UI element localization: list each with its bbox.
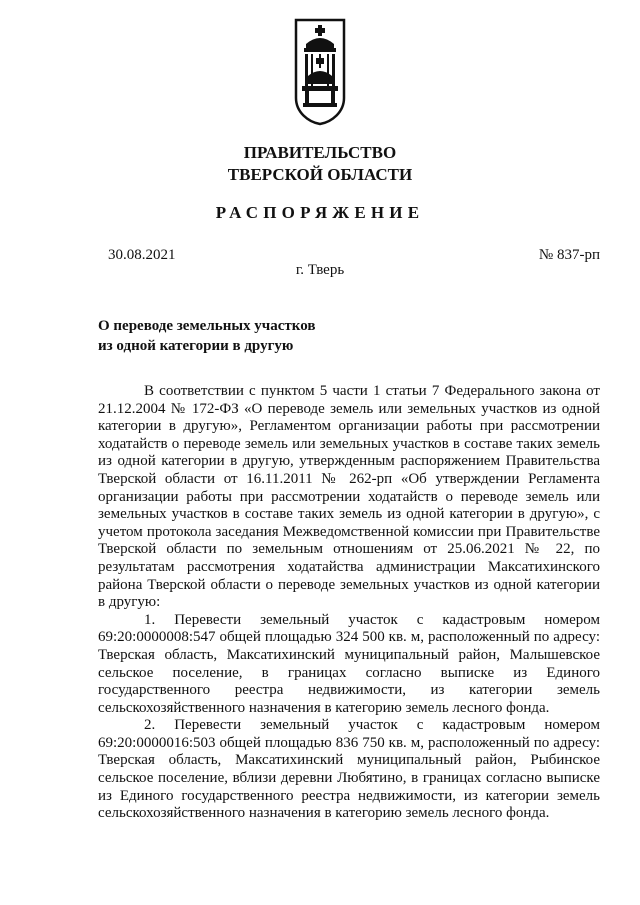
document-number: № 837-рп [538,247,600,263]
org-line-2: ТВЕРСКОЙ ОБЛАСТИ [227,165,413,184]
org-line-1: ПРАВИТЕЛЬСТВО [243,143,397,162]
document-city: г. Тверь [295,262,345,278]
subject-line-2: из одной категории в другую [98,338,294,354]
organization-name [0,142,640,186]
subject-line-1: О переводе земельных участков [98,318,316,334]
document-type: РАСПОРЯЖЕНИЕ [215,203,425,222]
preamble-paragraph: В соответствии с пунктом 5 части 1 статьи 7 Федерального закона от 21.12.2004 № 172-ФЗ «О переводе земель или земельных участков из одной категории в другую», Регламентом организации работы при рассмотрении ходатайств о переводе земель или земельных участков в составе таких земель из одной категории в другую, утвержденным распоряжением Правительства Тверской области от 16.11.2011 № 262-рп «Об утверждении Регламента организации работы при рассмотрении ходатайств о переводе земель или земельных участков в составе таких земель из одной категории в другую», с учетом протокола заседания Межведомственной комиссии при Правительстве Тверской области по земельным отношениям от 25.06.2021 № 22, по результатам рассмотрения ходатайства администрации Максатихинского района Тверской области о переводе земельных участков из одной категории в другую: [98,383,600,611]
document-date: 30.08.2021 [108,247,176,263]
document-subject [98,316,315,356]
item-2-paragraph: 2. Перевести земельный участок с кадастровым номером 69:20:0000016:503 общей площадью 836 750 кв. м, расположенный по адресу: Тверская область, Максатихинский муниципальный район, Рыбинское сельское поселение, вблизи деревни Любятино, в границах согласно выписке из Единого государственного реестра недвижимости, из категории земель сельскохозяйственного назначения в категорию земель лесного фонда. [98,717,600,822]
document-body [98,383,600,823]
item-1-paragraph: 1. Перевести земельный участок с кадастровым номером 69:20:0000008:547 общей площадью 324 500 кв. м, расположенный по адресу: Тверская область, Максатихинский муниципальный район, Малышевское сельское поселение, в границах согласно выписке из Единого государственного реестра недвижимости, из категории земель сельскохозяйственного назначения в категорию земель лесного фонда. [98,611,600,716]
tver-coat-of-arms-icon [294,18,346,126]
